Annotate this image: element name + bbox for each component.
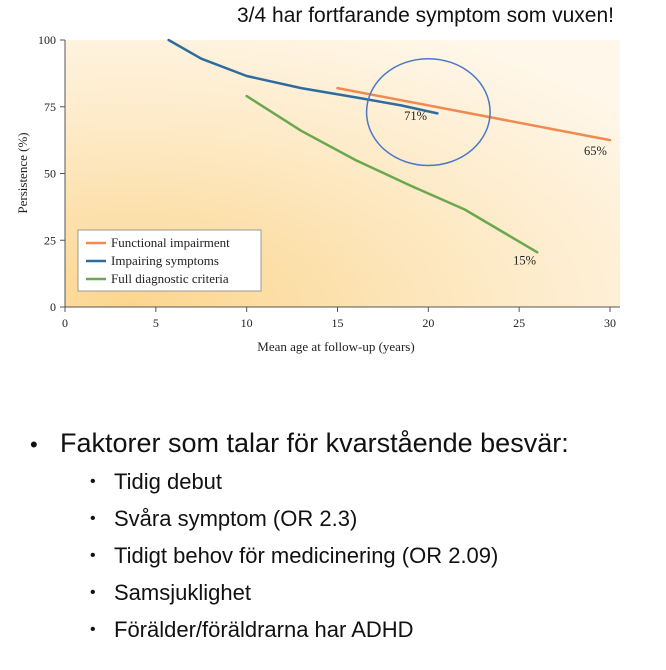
data-label: 71%	[404, 109, 428, 124]
bullet-section	[30, 428, 660, 648]
y-tick-label: 0	[50, 300, 56, 314]
x-tick-label: 5	[152, 316, 159, 330]
y-axis-label: Persistence (%)	[15, 132, 30, 214]
x-tick-label: 0	[62, 316, 68, 330]
sub-bullet-dot: •	[90, 584, 96, 601]
sub-bullet-dot: •	[90, 547, 96, 564]
sub-bullet-item	[30, 611, 660, 648]
sub-bullet-item	[30, 463, 660, 500]
legend-label-impairing: Impairing symptoms	[111, 253, 219, 268]
sub-bullet-text: Förälder/föräldrarna har ADHD	[114, 617, 414, 642]
persistence-chart	[0, 20, 666, 360]
data-label: 15%	[513, 253, 537, 268]
sub-bullet-item	[30, 500, 660, 537]
x-tick-label: 30	[604, 316, 616, 330]
slide-title: 3/4 har fortfarande symptom som vuxen!	[236, 4, 614, 27]
x-tick-label: 15	[331, 316, 344, 330]
sub-bullet-item	[30, 574, 660, 611]
x-axis-label: Mean age at follow-up (years)	[257, 339, 415, 354]
sub-bullet-text: Samsjuklighet	[114, 580, 251, 605]
main-bullet	[30, 428, 660, 459]
sub-bullet-text: Tidig debut	[114, 469, 223, 494]
x-tick-label: 25	[513, 316, 526, 330]
y-tick-label: 100	[38, 33, 56, 47]
sub-bullet-dot: •	[90, 510, 96, 527]
x-tick-label: 20	[422, 316, 435, 330]
x-tick-label: 10	[240, 316, 253, 330]
y-tick-label: 25	[44, 233, 56, 248]
sub-bullet-dot: •	[90, 473, 96, 490]
sub-bullet-list	[30, 463, 660, 648]
y-tick-label: 50	[44, 166, 56, 181]
main-bullet-text: Faktorer som talar för kvarstående besvär:	[60, 428, 569, 458]
data-label: 65%	[584, 143, 607, 158]
sub-bullet-text: Tidigt behov för medicinering (OR 2.09)	[114, 543, 499, 568]
sub-bullet-item	[30, 537, 660, 574]
bullet-dot: •	[30, 432, 38, 457]
sub-bullet-dot: •	[90, 621, 96, 638]
sub-bullet-text: Svåra symptom (OR 2.3)	[114, 506, 358, 531]
legend-label-functional: Functional impairment	[111, 235, 230, 250]
legend	[78, 230, 261, 291]
legend-label-full: Full diagnostic criteria	[111, 271, 229, 286]
y-tick-label: 75	[44, 99, 56, 114]
